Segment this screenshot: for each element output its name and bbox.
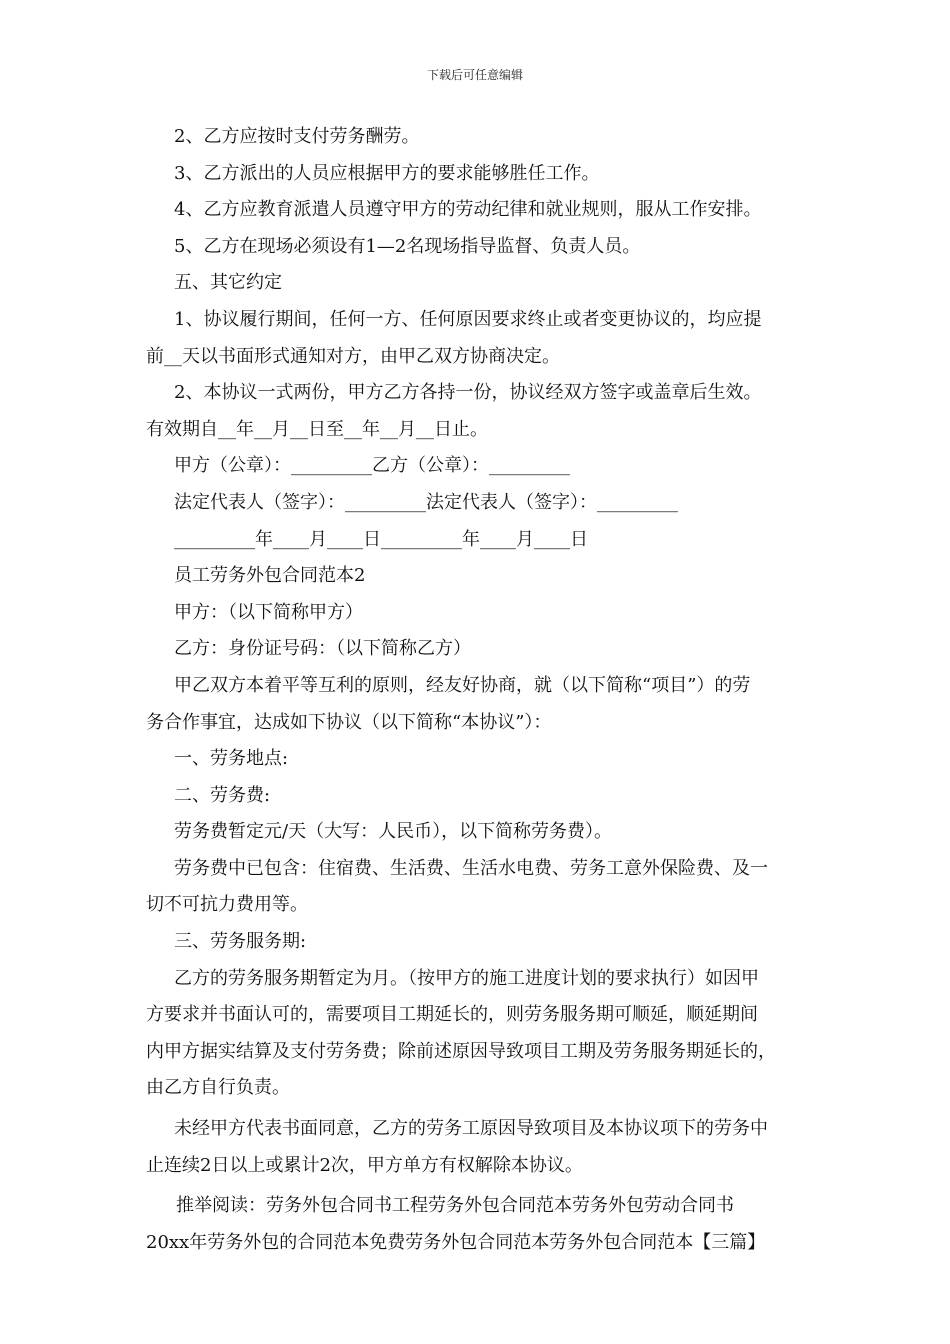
paragraph-line: 甲乙双方本着平等互利的原则，经友好协商，就（以下简称“项目”）的劳 xyxy=(174,674,751,696)
paragraph-line: 1、协议履行期间，任何一方、任何原因要求终止或者变更协议的，均应提 xyxy=(174,308,762,330)
paragraph-line: 务合作事宜，达成如下协议（以下简称“本协议”）： xyxy=(146,711,552,733)
paragraph-line: 内甲方据实结算及支付劳务费；除前述原因导致项目工期及劳务服务期延长的， xyxy=(146,1040,776,1062)
paragraph-line: 有效期自__年__月__日至__年__月__日止。 xyxy=(146,418,488,440)
recommended-reading-line xyxy=(146,1188,806,1225)
paragraph-line: 乙方的劳务服务期暂定为月。（按甲方的施工进度计划的要求执行）如因甲 xyxy=(174,967,759,989)
paragraph-line: 劳务费中已包含：住宿费、生活费、生活水电费、劳务工意外保险费、及一 xyxy=(174,857,768,879)
paragraph-line: 方要求并书面认可的，需要项目工期延长的，则劳务服务期可顺延，顺延期间 xyxy=(146,1004,758,1026)
recommended-reading-links[interactable]: 劳务外包合同书工程劳务外包合同范本劳务外包劳动合同书 xyxy=(266,1195,734,1217)
paragraph-line: 2、本协议一式两份，甲方乙方各持一份，协议经双方签字或盖章后生效。 xyxy=(174,382,762,404)
paragraph-line: 切不可抗力费用等。 xyxy=(146,894,308,916)
party-line: 甲方：（以下简称甲方） xyxy=(174,601,363,623)
date-line: _________年____月____日_________年____月____日 xyxy=(174,528,588,550)
recommended-reading-links-2[interactable]: 20xx年劳务外包的合同范本免费劳务外包合同范本劳务外包合同范本【三篇】 xyxy=(146,1231,766,1253)
paragraph-line: 2、乙方应按时支付劳务酬劳。 xyxy=(174,126,420,147)
recommended-reading-label: 推举阅读： xyxy=(176,1195,266,1217)
section-title: 员工劳务外包合同范本2 xyxy=(174,565,366,587)
signature-line: 法定代表人（签字）：_________法定代表人（签字）：_________ xyxy=(174,491,678,513)
section-heading: 三、劳务服务期: xyxy=(174,931,307,953)
page-header: 下载后可任意编辑 xyxy=(426,68,523,82)
section-heading: 二、劳务费: xyxy=(174,784,271,806)
paragraph-line: 劳务费暂定元/天（大写：人民币），以下简称劳务费）。 xyxy=(174,821,613,843)
party-line: 乙方：身份证号码：（以下简称乙方） xyxy=(174,638,471,660)
document-body xyxy=(146,119,806,1261)
section-heading: 五、其它约定 xyxy=(174,272,282,294)
paragraph-line: 止连续2日以上或累计2次，甲方单方有权解除本协议。 xyxy=(146,1154,583,1176)
paragraph-line: 4、乙方应教育派遣人员遵守甲方的劳动纪律和就业规则，服从工作安排。 xyxy=(174,199,762,221)
paragraph-line: 5、乙方在现场必须设有1—2名现场指导监督、负责人员。 xyxy=(174,235,641,257)
signature-line: 甲方（公章）：_________乙方（公章）：_________ xyxy=(174,455,570,477)
paragraph-line: 未经甲方代表书面同意，乙方的劳务工原因导致项目及本协议项下的劳务中 xyxy=(174,1118,768,1140)
paragraph-line: 由乙方自行负责。 xyxy=(146,1077,290,1099)
paragraph-line: 前__天以书面形式通知对方，由甲乙双方协商决定。 xyxy=(146,345,560,367)
paragraph-line: 3、乙方派出的人员应根据甲方的要求能够胜任工作。 xyxy=(174,162,600,184)
section-heading: 一、劳务地点: xyxy=(174,748,289,770)
